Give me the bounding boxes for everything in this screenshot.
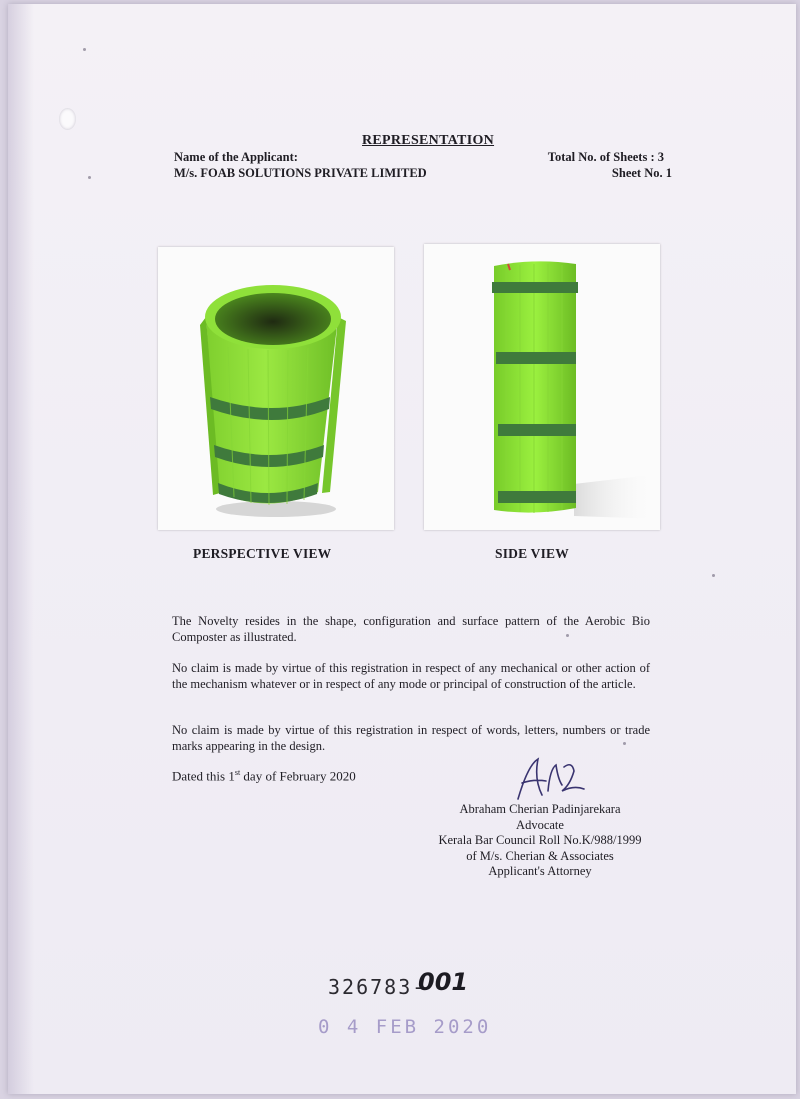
signatory-name: Abraham Cherian Padinjarekara (459, 802, 621, 816)
signatory-capacity: Applicant's Attorney (488, 864, 592, 878)
paper-speck (83, 48, 86, 51)
trademark-disclaimer: No claim is made by virtue of this registration in respect of words, letters, numbers or trade marks appearing in the design. (172, 723, 650, 753)
dated-line (172, 768, 356, 784)
design-number-stamp: 326783- (328, 975, 427, 999)
side-view-photo (424, 244, 660, 530)
dated-prefix: Dated this 1 (172, 768, 235, 784)
signatory-block (410, 802, 670, 880)
handwritten-design-suffix: 001 (418, 968, 469, 996)
paper-speck (712, 574, 715, 577)
signatory-roll: Kerala Bar Council Roll No.K/988/1999 (438, 833, 642, 847)
side-view-caption: SIDE VIEW (495, 546, 569, 561)
mechanical-disclaimer: No claim is made by virtue of this registration in respect of any mechanical or other action of the mechanism whatever or in respect of any mode or principal of construction of the article. (172, 661, 650, 691)
signatory-firm: of M/s. Cherian & Associates (466, 848, 614, 863)
novelty-statement: The Novelty resides in the shape, configuration and surface pattern of the Aerobic Bio Composter as illustrated. (172, 614, 650, 644)
total-sheets: Total No. of Sheets : 3 (547, 150, 664, 164)
dated-ordinal: st (234, 768, 241, 777)
punch-hole (59, 108, 76, 130)
handwritten-signature (512, 755, 592, 803)
paper-speck (88, 176, 91, 179)
applicant-name: M/s. FOAB SOLUTIONS PRIVATE LIMITED (174, 166, 427, 180)
signatory-role: Advocate (516, 817, 564, 832)
sheet-number: Sheet No. 1 (611, 166, 672, 180)
received-date-stamp: 0 4 FEB 2020 (318, 1016, 492, 1038)
composter-perspective-illustration (158, 247, 394, 530)
perspective-view-photo (158, 247, 394, 530)
document-title: REPRESENTATION (362, 133, 495, 148)
dated-suffix: day of February 2020 (240, 768, 356, 784)
paper-edge-shadow (8, 4, 34, 1094)
perspective-view-caption: PERSPECTIVE VIEW (193, 546, 332, 561)
composter-side-illustration (424, 244, 660, 530)
applicant-label: Name of the Applicant: (174, 150, 298, 164)
